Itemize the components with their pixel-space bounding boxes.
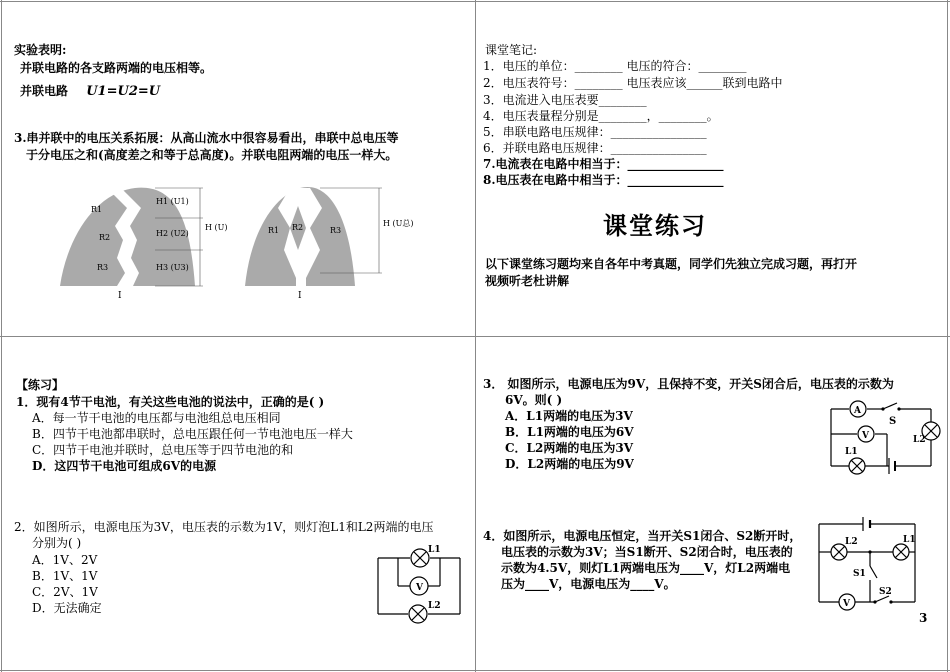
lamp-l2-label: L2 [913,435,926,445]
page-number: 3 [919,611,928,625]
switch-label: S [889,416,897,427]
switch-s2-label: S2 [879,587,892,597]
text-line: 于分电压之和(高度差之和等于总高度)。并联电阻两端的电压一样大。 [26,148,398,162]
note-line: 8.电压表在电路中相当于：________________ [483,173,724,187]
note-line: 2．电压表符号：________ 电压表应该______联到电路中 [483,76,783,90]
ex2-stem: 分别为( ) [32,536,82,550]
lamp-l2-label: L2 [845,537,858,547]
note-line: 4．电压表量程分别是________，________。 [483,109,719,123]
exercise-heading: 【练习】 [16,378,65,392]
ex3-stem: 6V。则( ) [505,393,563,407]
notes-title: 课堂笔记: [485,43,538,57]
heading: 实验表明: [14,43,67,57]
ex4-line: 4．如图所示，电源电压恒定，当开关S1闭合、S2断开时， [483,529,802,543]
note-line: 3．电流进入电压表要________ [483,93,647,107]
ex3-option: C．L2两端的电压为3V [505,441,633,455]
text-line: 并联电路的各支路两端的电压相等。 [20,61,213,75]
ex4-line: 电压表的示数为3V；当S1断开、S2闭合时，电压表的 [501,545,793,559]
ex1-option: C．四节干电池并联时，总电压等于四节电池的和 [32,443,294,457]
ex1-option: A．每一节干电池的电压都与电池组总电压相同 [32,411,281,425]
label-h3: H3 (U3) [156,263,189,272]
mountain-parallel-figure [240,178,414,301]
ex1-option: D．这四节干电池可组成6V的电源 [32,459,217,473]
label-r2: R2 [292,223,304,232]
note-line: 1．电压的单位：________ 电压的符合：________ [483,59,747,73]
formula: U1=U2=U [86,84,161,99]
quadrant-bottom-left [0,336,475,672]
quadrant-top-right [475,0,950,336]
ex2-option: A．1V、2V [32,553,98,567]
text-line: 3.串并联中的电压关系拓展：从高山流水中很容易看出，串联中总电压等 [14,131,399,145]
switch-s1-label: S1 [853,569,866,579]
ex2-option: B．1V、1V [32,569,98,583]
ex2-option: D．无法确定 [32,601,102,615]
label-h: H (U总) [383,219,414,228]
label-h: H (U) [205,223,228,232]
voltmeter-label: V [416,583,423,593]
circuit-diagram-ex4 [815,514,920,614]
voltmeter-label: V [862,431,869,441]
label-i: I [298,291,302,301]
lamp-l1-label: L1 [428,545,441,555]
circuit-diagram-ex3 [827,396,945,478]
ammeter-label: A [854,406,861,416]
quadrant-top-left [0,0,475,336]
ex1-stem: 1．现有4节干电池，有关这些电池的说法中，正确的是( ) [16,395,325,409]
label-r1: R1 [268,226,280,235]
note-line: 6．并联电路电压规律：________________ [483,141,707,155]
label-r3: R3 [330,226,342,235]
intro-line: 以下课堂练习题均来自各年中考真题，同学们先独立完成习题，再打开 [485,257,858,271]
quadrant-bottom-right [475,336,950,672]
label-h2: H2 (U2) [156,229,189,238]
mountain-series-figure [55,178,235,300]
label-r1: R1 [91,205,103,214]
label-h1: H1 (U1) [156,197,189,206]
note-line: 5．串联电路电压规律：________________ [483,125,707,139]
voltmeter-label: V [843,599,850,609]
intro-line: 视频听老杜讲解 [485,274,570,288]
ex2-option: C．2V、1V [32,585,98,599]
ex1-option: B．四节干电池都串联时，总电压跟任何一节电池电压一样大 [32,427,353,441]
ex4-line: 压为____V，电源电压为____V。 [501,577,676,591]
ex2-stem: 2．如图所示，电源电压为3V，电压表的示数为1V，则灯泡L1和L2两端的电压 [14,520,434,534]
ex3-option: A．L1两端的电压为3V [505,409,633,423]
label-r2: R2 [99,233,111,242]
formula-line: 并联电路 U1=U2=U [20,84,161,99]
ex3-option: B．L1两端的电压为6V [505,425,634,439]
circuit-diagram-ex2 [372,546,467,628]
lamp-l1-label: L1 [903,535,916,545]
lamp-l1-label: L1 [845,447,858,457]
ex3-option: D．L2两端的电压为9V [505,457,634,471]
label-i: I [118,291,122,301]
ex4-line: 示数为4.5V，则灯L1两端电压为____V，灯L2两端电 [501,561,791,575]
note-line: 7.电流表在电路中相当于：________________ [483,157,724,171]
section-title: 课堂练习 [603,211,707,240]
ex3-stem: 3． 如图所示，电源电压为9V，且保持不变，开关S闭合后，电压表的示数为 [483,377,894,391]
lamp-l2-label: L2 [428,601,441,611]
label-r3: R3 [97,263,109,272]
